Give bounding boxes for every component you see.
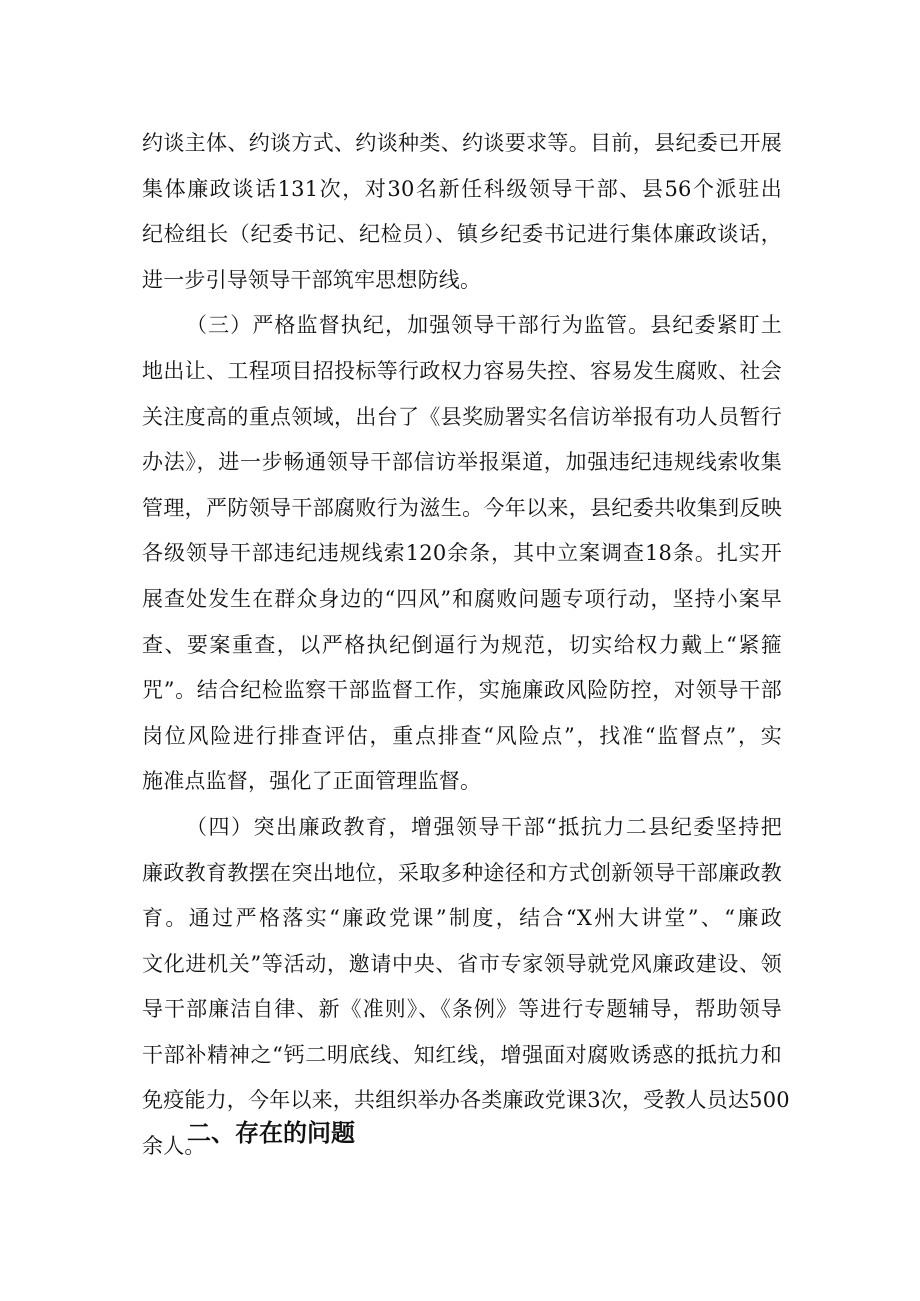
text-line: 施准点监督，强化了正面管理监督。 — [142, 769, 482, 794]
text-line: 查、要案重查，以严格执纪倒逼行为规范，切实给权力戴上“紧箍 — [142, 632, 782, 657]
text-line: 进一步引导领导干部筑牢思想防线。 — [142, 267, 482, 292]
paragraph-start-line: （三）严格监督执纪，加强领导干部行为监管。县纪委紧盯土 — [186, 313, 782, 338]
text-line: 岗位风险进行排查评估，重点排查“风险点”，找准“监督点”，实 — [142, 723, 782, 748]
text-line: 文化进机关”等活动，邀请中央、省市专家领导就党风廉政建设、领 — [142, 951, 782, 976]
text-line: 约谈主体、约谈方式、约谈种类、约谈要求等。目前，县纪委已开展 — [142, 131, 782, 155]
text-line: 干部补精神之“钙二明底线、知红线，增强面对腐败诱惑的抵抗力和 — [142, 1042, 782, 1067]
text-line: 廉政教育教摆在突出地位，采取多种途径和方式创新领导干部廉政教 — [142, 860, 782, 885]
text-line: 管理，严防领导干部腐败行为滋生。今年以来，县纪委共收集到反映 — [142, 495, 782, 520]
paragraph-start-line: （四）突出廉政教育，增强领导干部“抵抗力二县纪委坚持把 — [186, 814, 782, 839]
text-line: 各级领导干部违纪违规线索120余条，其中立案调查18条。扎实开 — [142, 541, 782, 566]
text-line: 集体廉政谈话131次，对30名新任科级领导干部、县56个派驻出 — [142, 176, 782, 201]
text-line: 导干部廉洁自律、新《准则》、《条例》等进行专题辅导，帮助领导 — [142, 997, 782, 1022]
text-line: 免疫能力，今年以来，共组织举办各类廉政党课3次，受教人员达500 — [142, 1088, 790, 1113]
text-line: 育。通过严格落实“廉政党课”制度，结合“X州大讲堂”、“廉政 — [142, 906, 782, 931]
text-line: 办法》，进一步畅通领导干部信访举报渠道，加强违纪违规线索收集 — [142, 450, 782, 475]
body-text — [142, 121, 790, 1170]
text-line: 关注度高的重点领域，出台了《县奖励署实名信访举报有功人员暂行 — [142, 404, 782, 429]
text-line: 余人。 — [142, 1134, 206, 1159]
text-line: 咒”。结合纪检监察干部监督工作，实施廉政风险防控，对领导干部 — [142, 678, 782, 703]
text-line: 地出让、工程项目招投标等行政权力容易失控、容易发生腐败、社会 — [142, 358, 782, 383]
text-line: 纪检组长（纪委书记、纪检员）、镇乡纪委书记进行集体廉政谈话， — [142, 222, 782, 247]
text-line: 展查处发生在群众身边的“四风”和腐败问题专项行动，坚持小案早 — [142, 586, 782, 611]
section-heading: 二、存在的问题 — [187, 1119, 355, 1147]
